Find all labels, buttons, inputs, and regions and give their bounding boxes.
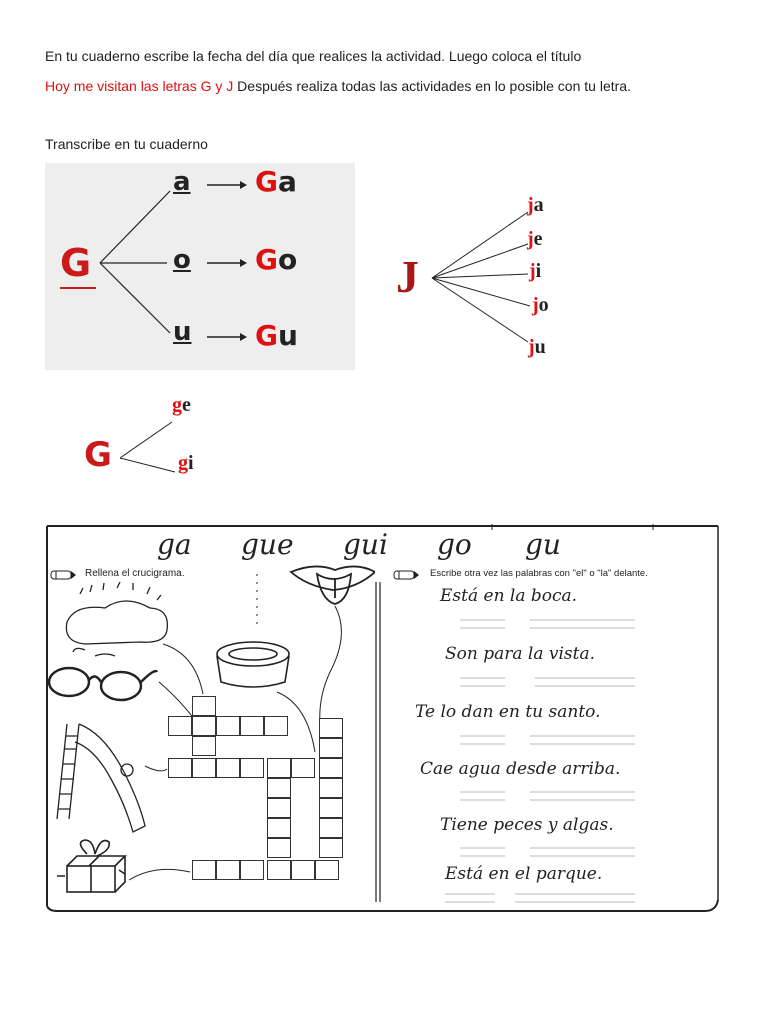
crossword-cell[interactable] (192, 736, 216, 756)
instruction-line-1: En tu cuaderno escribe la fecha del día que realices la actividad. Luego coloca el título (45, 48, 582, 64)
crossword-cell[interactable] (216, 716, 240, 736)
crossword-cell[interactable] (192, 696, 216, 716)
vowel-a: a (173, 167, 191, 197)
crossword-cell[interactable] (240, 758, 264, 778)
writing-lines (385, 524, 715, 914)
clue-3: Te lo dan en tu santo. (415, 702, 601, 722)
crossword-cell[interactable] (319, 798, 343, 818)
g-root-underline (60, 287, 96, 289)
syllable-je: je (527, 228, 543, 250)
syllable-ge: ge (172, 394, 191, 416)
crossword-grid[interactable] (45, 524, 375, 914)
g-soft-root-letter: G (84, 435, 112, 475)
vowel-o: o (173, 245, 191, 275)
g-root-letter: G (60, 241, 92, 285)
g-soft-diagram (80, 390, 230, 490)
clue-4: Cae agua desde arriba. (420, 759, 621, 779)
crossword-cell[interactable] (319, 838, 343, 858)
crossword-cell[interactable] (291, 758, 315, 778)
instruction-line-2-rest: Después realiza todas las actividades en lo posible con tu letra. (233, 78, 631, 94)
clue-2: Son para la vista. (445, 644, 596, 664)
crossword-cell[interactable] (267, 838, 291, 858)
g-diagram-branches (45, 163, 355, 370)
right-instruction: Escribe otra vez las palabras con "el" o "la" delante. (430, 568, 648, 579)
header-syllable-gui: gui (343, 528, 388, 561)
crossword-cell[interactable] (264, 716, 288, 736)
clue-6: Está en el parque. (445, 864, 603, 884)
worksheet (45, 524, 720, 914)
crossword-cell[interactable] (267, 818, 291, 838)
header-syllable-gu: gu (525, 528, 561, 561)
crossword-cell[interactable] (267, 758, 291, 778)
syllable-ju: ju (528, 336, 546, 358)
crossword-cell[interactable] (216, 758, 240, 778)
crossword-cell[interactable] (192, 758, 216, 778)
crossword-cell[interactable] (267, 860, 291, 880)
instruction-line-2 (45, 78, 631, 94)
vowel-u: u (173, 317, 192, 347)
j-diagram (390, 190, 580, 370)
crossword-cell[interactable] (319, 738, 343, 758)
crossword-cell[interactable] (319, 718, 343, 738)
crossword-cell[interactable] (240, 860, 264, 880)
crossword-cell[interactable] (291, 860, 315, 880)
crossword-cell[interactable] (168, 758, 192, 778)
syllable-gi: gi (178, 452, 194, 474)
crossword-cell[interactable] (240, 716, 264, 736)
syllable-gu: Gu (255, 319, 298, 352)
header-syllable-go: go (437, 528, 472, 561)
crossword-cell[interactable] (319, 758, 343, 778)
activity-title: Hoy me visitan las letras G y J (45, 78, 234, 94)
syllable-ga: Ga (255, 165, 297, 198)
syllable-go: Go (255, 243, 298, 276)
left-instruction: Rellena el crucigrama. (85, 568, 185, 579)
crossword-cell[interactable] (267, 778, 291, 798)
clue-1: Está en la boca. (440, 586, 578, 606)
crossword-cell[interactable] (192, 716, 216, 736)
syllable-ji: ji (529, 260, 542, 282)
g-diagram-card (45, 163, 355, 370)
crossword-cell[interactable] (315, 860, 339, 880)
j-root-letter: J (396, 251, 419, 302)
syllable-ja: ja (527, 194, 544, 216)
crossword-cell[interactable] (216, 860, 240, 880)
syllable-jo: jo (532, 294, 549, 316)
crossword-cell[interactable] (319, 778, 343, 798)
header-syllable-gue: gue (241, 528, 294, 561)
crossword-cell[interactable] (192, 860, 216, 880)
transcribe-heading: Transcribe en tu cuaderno (45, 136, 208, 152)
clue-5: Tiene peces y algas. (440, 815, 614, 835)
crossword-cell[interactable] (267, 798, 291, 818)
header-syllable-ga: ga (157, 528, 192, 561)
crossword-cell[interactable] (168, 716, 192, 736)
crossword-cell[interactable] (319, 818, 343, 838)
